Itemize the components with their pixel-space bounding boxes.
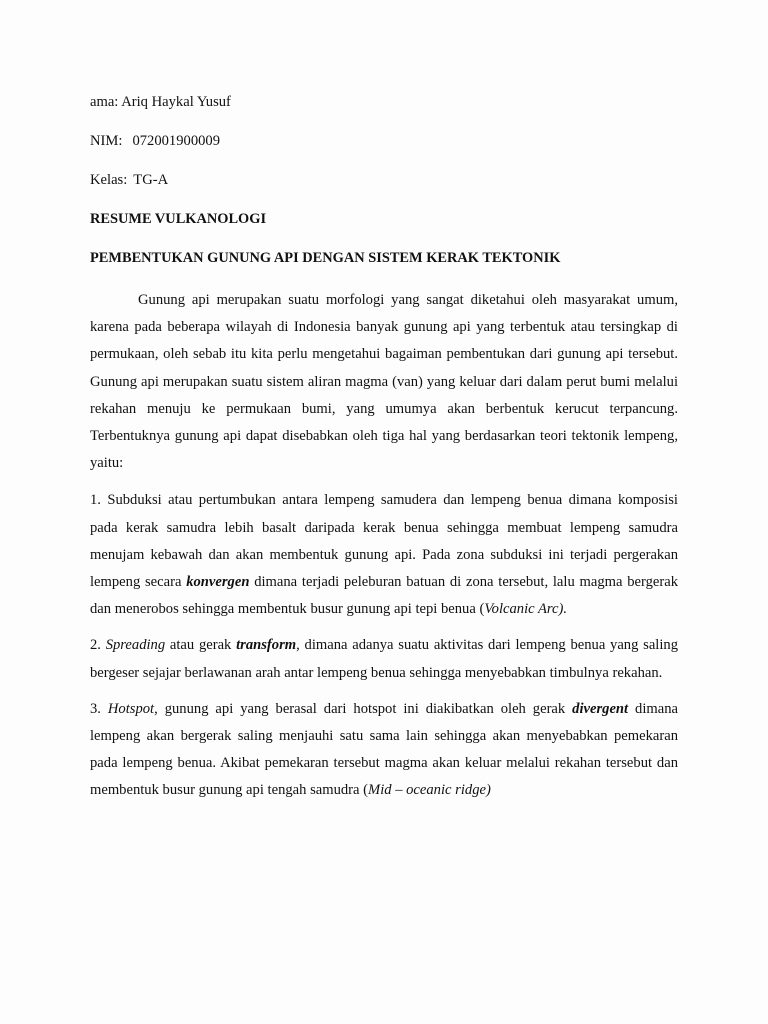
- intro-paragraph: Gunung api merupakan suatu morfologi yang sangat diketahui oleh masyarakat umum, karena pada beberapa wilayah di Indonesia banyak gunung api yang terbentuk atau tersingkap di permukaan, oleh sebab itu kita perlu mengetahui bagaiman pembentukan dari gunung api tersebut. Gunung api merupakan suatu sistem aliran magma (van) yang keluar dari dalam perut bumi melalui rekahan menuju ke permukaan bumi, yang umumya akan berbentuk kerucut terpancung. Terbentuknya gunung api dapat disebabkan oleh tiga hal yang berdasarkan teori tektonik lempeng, yaitu:: [90, 292, 678, 472]
- item2-text-b: , dimana adanya suatu aktivitas dari lempeng benua yang saling bergeser sejajar berlawanan arah antar lempeng benua sehingga menyebabkan timbulnya rekahan.: [90, 637, 679, 681]
- kelas-label: Kelas:: [90, 172, 128, 188]
- item1-text-a: 1. Subduksi atau pertumbukan antara lempeng samudera dan lempeng benua dimana komposisi pada kerak samudra lebih basalt daripada kerak benua sehingga membuat lempeng samudra menujam kebawah dan akan membentuk gunung api. Pada zona subduksi ini terjadi pergerakan lempeng secara: [90, 492, 678, 591]
- document-title: RESUME VULKANOLOGI: [90, 211, 267, 227]
- term-spreading: Spreading: [105, 637, 166, 654]
- item1-italic-end: Volcanic Arc).: [484, 601, 568, 618]
- nim-value: 072001900009: [132, 133, 220, 149]
- item1-text-b: dimana terjadi peleburan batuan di zona tersebut, lalu magma bergerak dan menerobos sehingga membentuk busur gunung api tepi benua (: [90, 574, 678, 618]
- student-class: [90, 170, 678, 209]
- list-item-hotspot: [90, 696, 678, 805]
- document-body: [90, 92, 678, 814]
- student-nim: [90, 131, 678, 170]
- term-divergent: divergent: [572, 700, 629, 717]
- term-hotspot: Hotspot: [107, 700, 155, 717]
- item2-text-a: atau gerak: [165, 637, 237, 654]
- list-item-spreading: [90, 632, 678, 686]
- item3-text-b: dimana lempeng akan bergerak saling menjauhi satu sama lain sehingga akan menyebabkan pemekaran pada lempeng benua. Akibat pemekaran tersebut magma akan keluar melalui rekahan tersebut dan membentuk busur gunung api tengah samudra (: [90, 700, 678, 799]
- list-item-subduction: [90, 487, 678, 623]
- term-konvergen: konvergen: [186, 574, 250, 591]
- item3-number: 3.: [90, 700, 108, 717]
- kelas-value: TG-A: [133, 172, 169, 188]
- item3-text-a: , gunung api yang berasal dari hotspot ini diakibatkan oleh gerak: [154, 700, 573, 717]
- document-subtitle: PEMBENTUKAN GUNUNG API DENGAN SISTEM KERAK TEKTONIK: [90, 250, 561, 266]
- item2-number: 2.: [90, 637, 106, 654]
- name-line: ama: Ariq Haykal Yusuf: [90, 94, 231, 110]
- term-transform: transform: [236, 637, 297, 654]
- student-name: [90, 92, 678, 131]
- nim-label: NIM:: [90, 133, 123, 149]
- item3-italic-end: Mid – oceanic ridge): [368, 782, 491, 799]
